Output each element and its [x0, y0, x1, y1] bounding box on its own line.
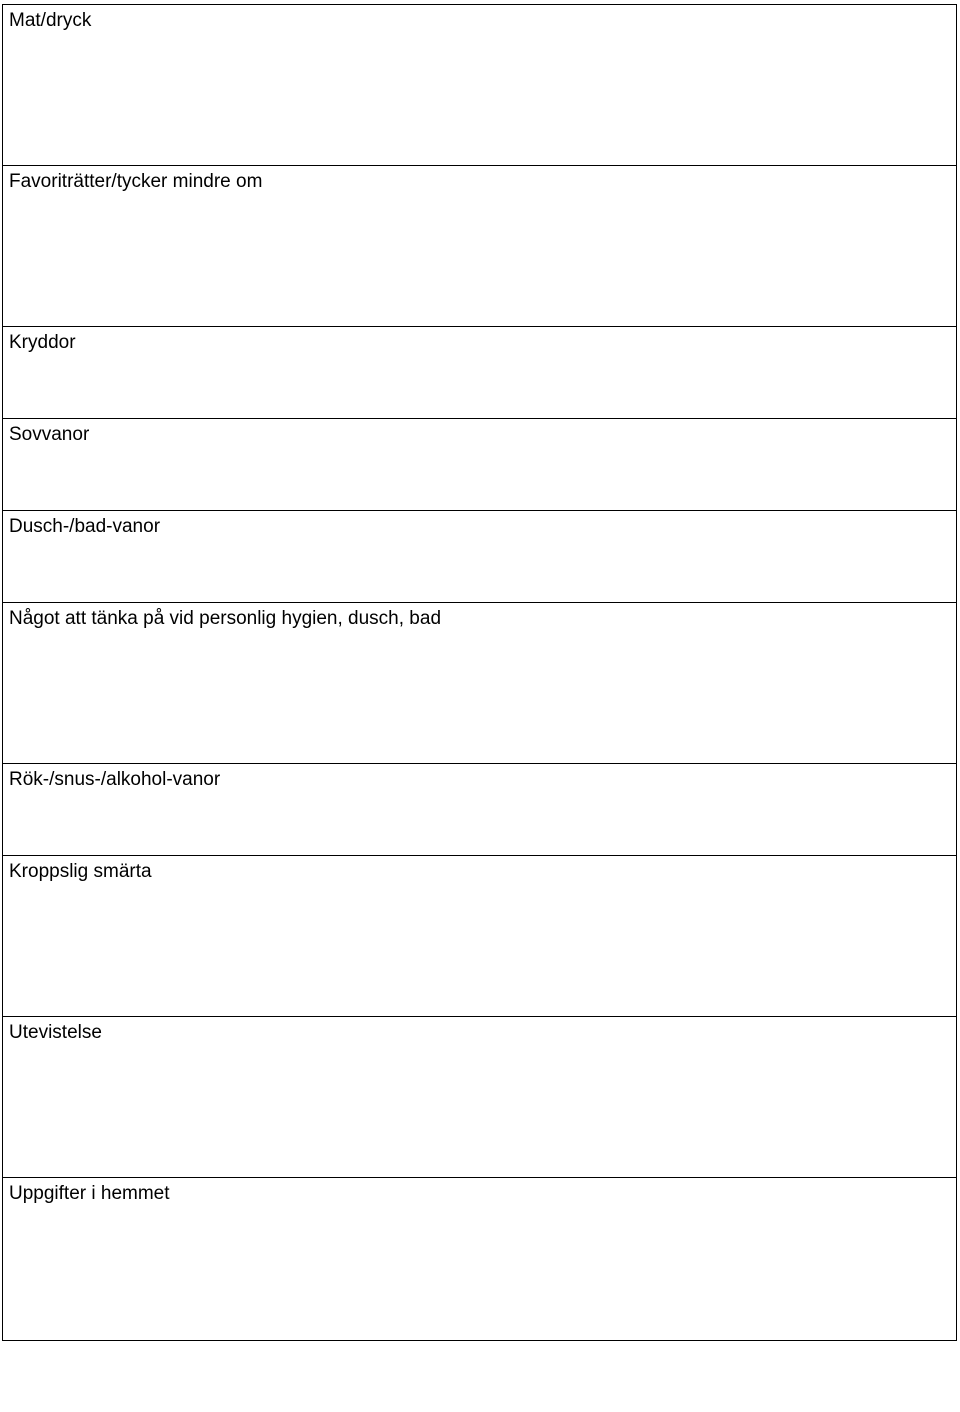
form-row-rok-snus-alkohol [3, 764, 957, 856]
field-label: Utevistelse [9, 1022, 102, 1043]
form-field-sovvanor[interactable] [3, 419, 957, 511]
field-label: Något att tänka på vid personlig hygien, dusch, bad [9, 608, 442, 629]
field-label: Mat/dryck [9, 10, 92, 31]
form-row-utevistelse [3, 1017, 957, 1178]
form-row-personlig-hygien [3, 603, 957, 764]
form-field-dusch-bad-vanor[interactable] [3, 511, 957, 603]
form-table [2, 4, 957, 1341]
form-field-favoritratter[interactable] [3, 166, 957, 327]
form-field-kroppslig-smarta[interactable] [3, 856, 957, 1017]
form-field-mat-dryck[interactable] [3, 5, 957, 166]
form-field-uppgifter-i-hemmet[interactable] [3, 1178, 957, 1341]
form-row-mat-dryck [3, 5, 957, 166]
field-label: Dusch-/bad-vanor [9, 516, 161, 537]
form-row-dusch-bad-vanor [3, 511, 957, 603]
form-field-kryddor[interactable] [3, 327, 957, 419]
field-label: Kroppslig smärta [9, 861, 152, 882]
form-row-sovvanor [3, 419, 957, 511]
field-label: Kryddor [9, 332, 76, 353]
field-label: Uppgifter i hemmet [9, 1183, 170, 1204]
form-field-rok-snus-alkohol[interactable] [3, 764, 957, 856]
form-field-personlig-hygien[interactable] [3, 603, 957, 764]
form-row-kryddor [3, 327, 957, 419]
field-label: Favoriträtter/tycker mindre om [9, 171, 263, 192]
form-row-uppgifter-i-hemmet [3, 1178, 957, 1341]
form-row-kroppslig-smarta [3, 856, 957, 1017]
form-row-favoritratter [3, 166, 957, 327]
field-label: Rök-/snus-/alkohol-vanor [9, 769, 221, 790]
form-field-utevistelse[interactable] [3, 1017, 957, 1178]
field-label: Sovvanor [9, 424, 90, 445]
